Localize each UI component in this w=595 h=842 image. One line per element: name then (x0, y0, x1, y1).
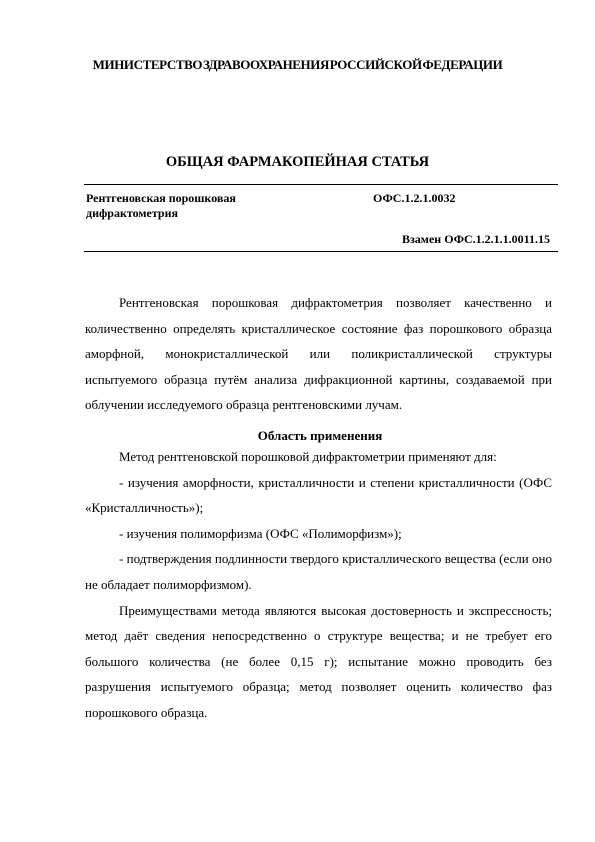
article-code: ОФС.1.2.1.0032 (373, 191, 456, 205)
scope-block (85, 444, 552, 726)
scope-lead-paragraph: Метод рентгеновской порошковой дифрактометрии применяют для: (119, 449, 497, 464)
intro-paragraph: Рентгеновская порошковая дифрактометрия позволяет качественно и количественно определять кристаллическое состояние фаз порошкового образца аморфной, монокристаллической или поликристаллической структуры испытуемого образца путём анализа дифракционной картины, создаваемой при облучении исследуемого образца рентгеновскими лучам. (85, 295, 552, 413)
scope-item: - изучения полиморфизма (ОФС «Полиморфизм»); (119, 525, 402, 541)
intro-block (85, 290, 552, 418)
section-heading: Область применения (257, 428, 383, 443)
advantages-paragraph: Преимуществами метода являются высокая достоверность и экспрессность; метод даёт сведения непосредственно о структуре вещества; и не требует его большого количества (не более 0,15 г); испытание можно проводить без разрушения испытуемого образца; метод позволяет оценить количество фаз порошкового образца. (85, 602, 552, 720)
scope-item: - подтверждения подлинности твердого кристаллического вещества (если оно не обладает полиморфизмом). (85, 551, 552, 592)
scope-item: - изучения аморфности, кристалличности и степени кристалличности (ОФС «Кристалличность»); (85, 474, 552, 516)
article-name: Рентгеновская порошковая дифрактометрия (86, 191, 236, 220)
document-type-title: ОБЩАЯ ФАРМАКОПЕЙНАЯ СТАТЬЯ (165, 154, 430, 170)
header-rule-bottom (84, 251, 558, 252)
replaces-code: Взамен ОФС.1.2.1.1.0011.15 (401, 232, 550, 246)
ministry-heading: МИНИСТЕРСТВО ЗДРАВООХРАНЕНИЯ РОССИЙСКОЙ ФЕДЕРАЦИИ (92, 57, 503, 72)
header-rule-top (84, 184, 558, 185)
